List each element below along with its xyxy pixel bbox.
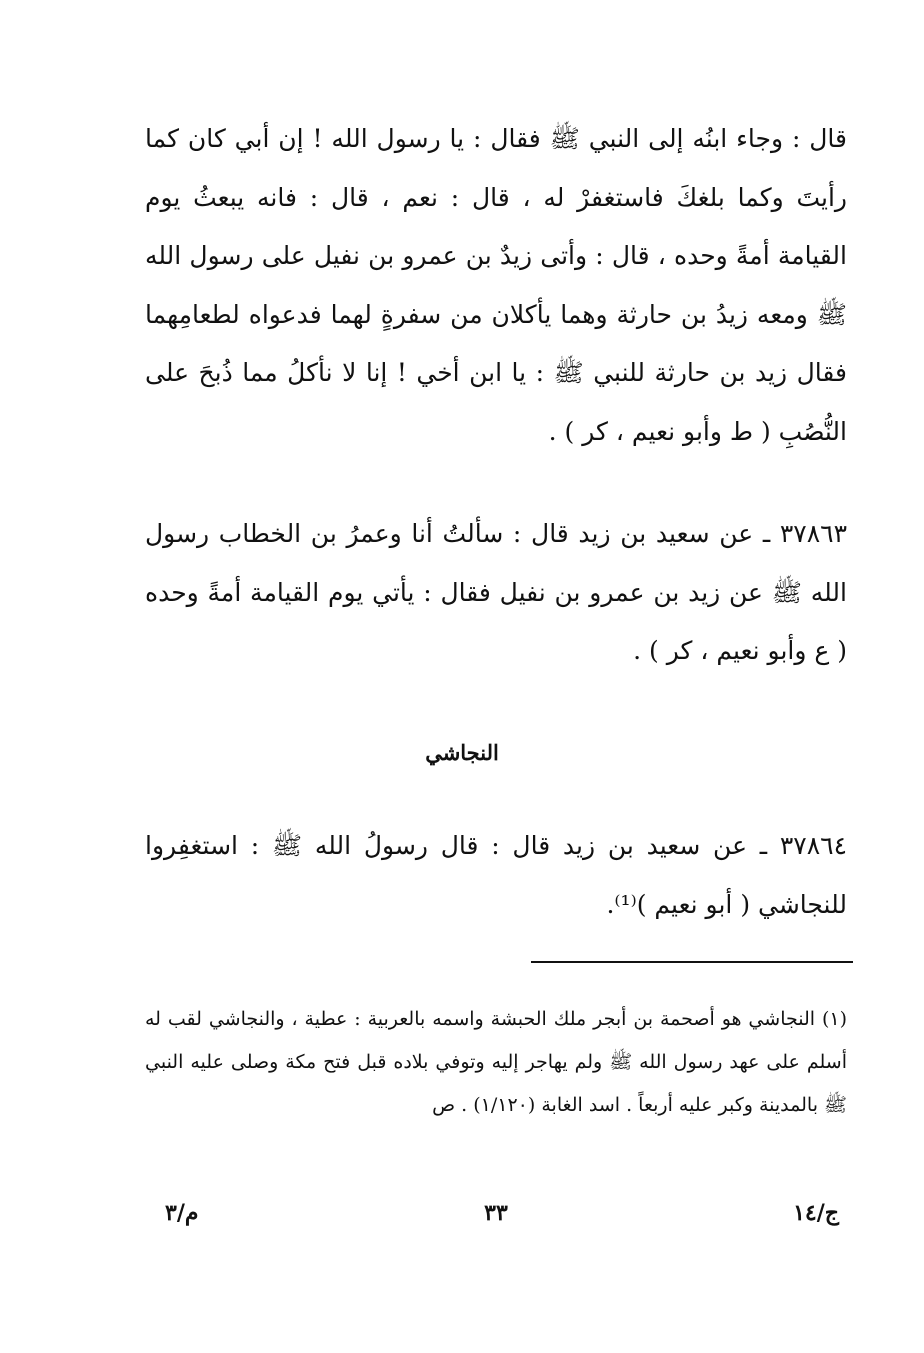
footnote-divider: [531, 961, 853, 963]
hadith-37863: ٣٧٨٦٣ ـ عن سعيد بن زيد قال : سألتُ أنا وعمرُ بن الخطاب رسول الله ﷺ عن زيد بن عمرو بن نفيل فقال : يأتي يوم القيامة أمةً وحده ( ع وأبو نعيم ، كر ) .: [145, 519, 847, 665]
paragraph-zayd-son: قال : وجاء ابنُه إلى النبي ﷺ فقال : يا رسول الله ! إن أبي كان كما رأيتَ وكما بلغكَ فاستغفرْ له ، قال : نعم ، قال : فانه يبعثُ يوم القيامة أمةً وحده ، قال : وأتى زيدٌ بن عمرو بن نفيل على رسول الله ﷺ ومعه زيدُ بن حارثة وهما يأكلان من سفرةٍ لهما فدعواه لطعامِهما فقال زيد بن حارثة للنبي ﷺ : يا ابن أخي ! إنا لا نأكلُ مما ذُبحَ على النُّصُبِ ( ط وأبو نعيم ، كر ) .: [145, 124, 847, 446]
volume-signature: ج/١٤: [793, 1200, 839, 1226]
sheet-signature: م/٣: [165, 1200, 199, 1226]
footnote: (١) النجاشي هو أصحمة بن أبجر ملك الحبشة واسمه بالعربية : عطية ، والنجاشي لقب له أسلم على عهد رسول الله ﷺ ولم يهاجر إليه وتوفي بلاده قبل فتح مكة وصلى عليه النبي ﷺ بالمدينة وكبر عليه أربعاً . اسد الغابة (١/١٢٠) . ص: [145, 1008, 847, 1116]
page-footer: [145, 1200, 847, 1240]
section-heading: النجاشي: [425, 740, 499, 765]
hadith-37864: ٣٧٨٦٤ ـ عن سعيد بن زيد قال : قال رسولُ الله ﷺ : استغفِروا للنجاشي ( أبو نعيم )⁽¹⁾.: [145, 831, 847, 919]
page-number: ٣٣: [484, 1200, 508, 1226]
